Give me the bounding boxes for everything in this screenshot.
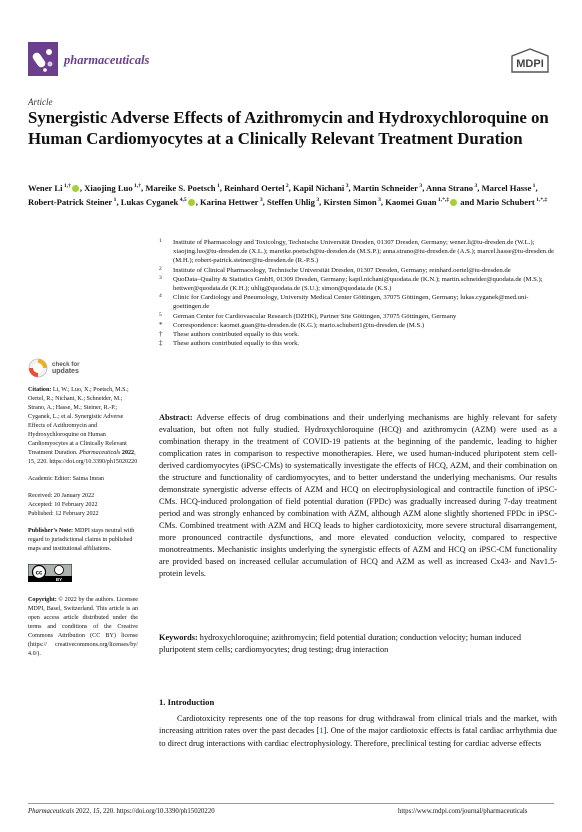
author-affiliation-marks: 1,† [132, 183, 142, 189]
footer-divider [28, 803, 554, 804]
author-affiliation-marks: 1,† [62, 183, 71, 189]
citation-text: Li, W.; Luo, X.; Poetsch, M.S.; Oertel, R.; Nichani, K.; Schneider, M.; Strano, A.; Hasse, M.; Steiner, R.-P.; Cyganek, L.; et al. Synergistic Adverse Effects of Azithromycin and Hydroxychloroquine on Human Cardiomyocytes at a Clinically Relevant Treatment Duration. [28, 387, 129, 456]
footer-year: 2022 [75, 808, 90, 815]
footer-volume: , 15 [89, 808, 100, 815]
affiliations [159, 238, 559, 348]
affiliation-text: Clinic for Cardiology and Pneumology, University Medical Center Göttingen, 37075 Göttingen, Germany; lukas.cyganek@med.uni-goettingen.de [173, 294, 529, 311]
citation-label: Citation: [28, 387, 52, 393]
author-name: Kirsten Simon [323, 196, 377, 207]
reference-link[interactable]: 1 [319, 726, 324, 736]
author-name: Mareike S. Poetsch [145, 182, 216, 193]
affiliation-text: German Center for Cardiovascular Research (DZHK), Partner Site Göttingen, 37075 Göttingen, Germany [173, 312, 457, 320]
abstract [159, 412, 557, 580]
affiliation-text: Correspondence: kaomei.guan@tu-dresden.de (K.G.); mario.schubert1@tu-dresden.de (M.S.) [173, 321, 425, 329]
copyright [28, 596, 138, 659]
publisher-note [28, 527, 138, 554]
cc-label: cc [35, 570, 43, 577]
affiliation-mark: 4 [159, 293, 162, 300]
journal-logo-icon [28, 42, 58, 76]
mdpi-logo [508, 48, 552, 74]
affiliation-item [159, 238, 559, 266]
affiliation-mark: † [159, 330, 163, 339]
check-updates-icon [28, 358, 48, 378]
cc-by-license-badge[interactable] [28, 564, 72, 582]
author-name: Martin Schneider [352, 182, 418, 193]
footer-doi[interactable]: , 220. https://doi.org/10.3390/ph15020220 [99, 808, 215, 815]
affiliation-item [159, 339, 559, 348]
section-heading: 1. Introduction [159, 697, 215, 707]
keywords-text: hydroxychloroquine; azithromycin; field potential duration; conduction velocity; human induced pluripotent stem cells; cardiomyocytes; drug testing; drug interaction [159, 633, 521, 654]
intro-text-1: Cardiotoxicity represents one of the top reasons for drug withdrawal from clinical trials and the market, with increasing attrition rates over the past decades [ [159, 714, 557, 736]
check-updates-line1: check for [52, 361, 80, 368]
affiliation-text: These authors contributed equally to this work. [173, 331, 300, 339]
affiliation-item [159, 321, 559, 330]
citation-journal: Pharmaceuticals [79, 450, 121, 456]
affiliation-item [159, 330, 559, 339]
author-affiliation-marks: 1 [215, 183, 220, 189]
abstract-label: Abstract: [159, 413, 193, 422]
author-affiliation-marks: 3 [258, 197, 263, 204]
academic-editor: Academic Editor: Saima Imran [28, 476, 104, 482]
author-name: Steffen Uhlig [266, 196, 315, 207]
footer-journal: Pharmaceuticals [28, 808, 75, 815]
author-affiliation-marks: 1 [531, 183, 536, 189]
author-affiliation-marks: 4,5 [178, 197, 187, 204]
author-name: Mario Schubert [476, 196, 535, 207]
affiliation-item [159, 312, 559, 321]
sidebar [28, 358, 138, 659]
affiliation-text: Institute of Clinical Pharmacology, Technische Universität Dresden, 01307 Dresden, Germany; reinhard.oertel@tu-dresden.de [173, 266, 511, 274]
author-name: Anna Strano [426, 182, 474, 193]
affiliation-mark: ‡ [159, 339, 163, 348]
keywords-label: Keywords: [159, 633, 198, 642]
affiliation-mark: 2 [159, 265, 162, 272]
author-affiliation-marks: 2 [284, 183, 289, 189]
author-affiliation-marks: 3 [344, 183, 349, 189]
received-date: Received: 20 January 2022 [28, 493, 95, 499]
affiliation-mark: * [159, 320, 163, 329]
article-type: Article [28, 97, 53, 107]
copyright-label: Copyright: [28, 597, 57, 603]
by-label: BY [55, 577, 63, 582]
affiliation-mark: 5 [159, 311, 162, 318]
author-affiliation-marks: 1,*,‡ [436, 197, 450, 204]
author-name: Reinhard Oertel [224, 182, 285, 193]
author-affiliation-marks: 3 [473, 183, 478, 189]
footer-citation [28, 808, 215, 815]
affiliation-item [159, 266, 559, 275]
article-title: Synergistic Adverse Effects of Azithromycin and Hydroxychloroquine on Human Cardiomyocytes at a Clinically Relevant Treatment Duration [28, 108, 549, 148]
abstract-text: Adverse effects of drug combinations and their underlying mechanisms are highly relevant for safety evaluation, but often not fully studied. Hydroxychloroquine (HCQ) and azithromycin (AZM) were used as a combination therapy in the treatment of COVID-19 patients at the beginning of the pandemic, leading to higher complication rates in comparison to respective monotherapies. Here, we used human-induced pluripotent stem cell-derived cardiomyocytes (iPSC-CMs) to systematically investigate the effects of HCQ, AZM, and their combination on the structure and functionality of cardiomyocytes, and to better understand the underlying mechanisms. Our results demonstrate synergistic adverse effects of AZM and HCQ on electrophysiological and contractile function of iPSC-CMs. HCQ-induced prolongation of field potential duration (FPDc) was gradually increased during 7-day treatment period and was strongly enhanced by combination with AZM, although AZM alone slightly shortened FPDc in iPSC-CMs. Combined treatment with AZM and HCQ leads to higher cardiotoxicity, more severe structural disarrangement, more pronounced contractile dysfunctions, and more elevated conduction velocity, compared to respective monotreatments. Mechanistic insights underlying the synergistic effects of AZM and HCQ on iPSC-CM functionality are provided based on increased cellular accumulation of HCQ and AZM as well as increased Cx43- and Nav1.5-protein levels. [159, 413, 557, 578]
author-name: Karina Hettwer [200, 196, 259, 207]
citation-rest[interactable]: , 15, 220. https://doi.org/10.3390/ph15020220 [28, 450, 138, 465]
affiliation-text: QuoData–Quality & Statistics GmbH, 01309 Dresden, Germany; kapil.nichani@quodata.de (K.N.); martin.schneider@quodata.de (M.S.); hettwer@quodata.de (K.H.); uhlig@quodata.de (S.U.); simon@quodata.de (K.S.) [173, 275, 543, 293]
publisher-name: MDPI [516, 58, 544, 70]
affiliation-mark: 3 [159, 274, 162, 281]
author-name: Robert-Patrick Steiner [28, 196, 113, 207]
footer-journal-url[interactable]: https://www.mdpi.com/journal/pharmaceuticals [398, 808, 528, 815]
keywords [159, 632, 557, 656]
published-date: Published: 12 February 2022 [28, 511, 99, 517]
affiliation-item [159, 275, 559, 293]
author-name: Marcel Hasse [481, 182, 532, 193]
check-updates-line2: updates [52, 368, 79, 375]
journal-name: pharmaceuticals [64, 53, 150, 67]
copyright-text: © 2022 by the authors. Licensee MDPI, Basel, Switzerland. This article is an open access article distributed under the terms and conditions of the Creative Commons Attribution (CC BY) license (https:// creativecommons.org/licenses/by/ 4.0/). [28, 597, 138, 657]
affiliation-text: These authors contributed equally to this work. [173, 340, 300, 348]
orcid-icon[interactable] [72, 185, 79, 192]
publisher-note-text: MDPI stays neutral with regard to jurisdictional claims in published maps and institutional affiliations. [28, 528, 135, 552]
author-affiliation-marks: 1,*,‡ [534, 197, 548, 204]
citation-year: 2022 [121, 450, 135, 456]
authors-and: and [458, 196, 477, 207]
accepted-date: Accepted: 10 February 2022 [28, 502, 98, 508]
orcid-icon[interactable] [188, 199, 195, 206]
publisher-note-label: Publisher’s Note: [28, 528, 74, 534]
author-affiliation-marks: 3 [417, 183, 423, 189]
citation [28, 386, 138, 467]
orcid-icon[interactable] [450, 199, 457, 206]
author-list: Wener Li $^{1,\dagger}$ , Xiaojing Luo $^{1,\dagger}$, Mareike S. Poetsch $^1$, Reinhard Oertel $^2$, Kapil Nichani $^3$, Martin Schneider $^3$, Anna Strano $^3$, Marcel Hasse $^1$, Robert-Patrick Steiner $^1$, Lukas Cyganek $^{4,5}$ , Karina Hettwer $^3$, Steffen Uhlig $^3$, Kirsten Simon $^3$, Kaomei Guan $^{1,*,\ddagger}$ and Mario Schubert $^{1,*,\ddagger}$ [28, 182, 548, 207]
check-for-updates-button[interactable] [28, 358, 138, 384]
author-affiliation-marks: 3 [376, 197, 381, 204]
intro-text-2: ]. One of the major cardiotoxic effects is fatal cardiac arrhythmia due to direct drug interactions with cardiac electrophysiology. Therefore, preclinical testing for cardiac adverse effects [159, 726, 558, 748]
author-name: Wener Li [28, 182, 63, 193]
author-name: Kapil Nichani [292, 182, 345, 193]
author-affiliation-marks: 1 [112, 197, 117, 204]
author-name: Kaomei Guan [385, 196, 437, 207]
author-name: Lukas Cyganek [120, 196, 179, 207]
affiliation-mark: 1 [159, 238, 162, 244]
affiliation-item [159, 293, 559, 311]
affiliation-text: Institute of Pharmacology and Toxicology, Technische Universität Dresden, 01307 Dresden, Germany; wener.li@tu-dresden.de (W.L.); xiaojing.luo@tu-dresden.de (X.L.); mareike.poetsch@tu-dresden.de (M.S.P.); anna.strano@tu-dresden.de (A.S.); marcel.hasse@tu-dresden.de (M.H.); robert-patrick.steiner@tu-dresden.de (R.-P.S.) [173, 239, 555, 265]
author-name: Xiaojing Luo [84, 182, 133, 193]
intro-paragraph [159, 713, 557, 750]
author-affiliation-marks: 3 [314, 197, 320, 204]
